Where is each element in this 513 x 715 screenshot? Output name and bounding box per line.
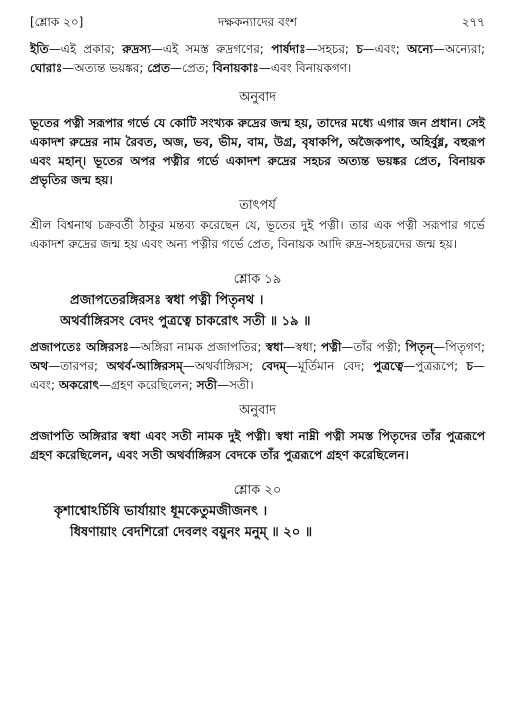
translation-text: ভূতের পত্নী সরূপার গর্ভে যে কোটি সংখ্যক রুদ্রের জন্ম হয়, তাদের মধ্যে এগার জন প্রধান। সেই একাদশ রুদ্রের নাম রৈবত, অজ, ভব, ভীম, বাম, উগ্র, বৃষাকপি, অজৈকপাৎ, অহির্বুধ্ন, বহুরূপ এবং মহান্। ভূতের অপর পত্নীর গর্ভে একাদশ রুদ্রের সহচর অত্যন্ত ভয়ঙ্কর প্রেত, বিনায়ক প্রভৃতির জন্ম হয়। xyxy=(30,116,485,187)
verse-19-line-2: অথর্বাঙ্গিরসং বেদং পুত্রত্বে চাকরোৎ সতী ॥ ১৯ ॥ xyxy=(60,314,311,329)
verse-20-line-2: ধিষণায়াং বেদশিরো দেবলং বয়ুনং মনুম্ ॥ ২০ ॥ xyxy=(70,525,313,540)
synonym-meaning: —এবং; xyxy=(362,42,408,56)
synonyms-top xyxy=(30,40,485,78)
synonym-word: পত্নী xyxy=(321,340,342,354)
synonym-word: পিতৃন্ xyxy=(405,340,434,354)
purport-heading: তাৎপর্য xyxy=(239,198,276,213)
running-header xyxy=(30,14,485,34)
synonym-meaning: —এই প্রকার; xyxy=(48,42,123,56)
header-page-number: ২৭৭ xyxy=(461,15,485,29)
synonym-word: প্রজাপতেঃ অঙ্গিরসঃ xyxy=(30,340,129,354)
synonym-word: স্বধা xyxy=(265,340,284,354)
synonym-word: ইতি xyxy=(30,42,49,56)
synonym-meaning: —স্বধা; xyxy=(283,340,322,354)
synonym-meaning: —অথর্বাঙ্গিরস; xyxy=(182,359,262,373)
synonym-meaning: —অন্যেরা; xyxy=(433,42,485,56)
verse-19-translation-heading: অনুবাদ xyxy=(239,403,276,418)
verse-19-translation-text: প্রজাপতি অঙ্গিরার স্বধা এবং সতী নামক দুই পত্নী। স্বধা নাম্নী পত্নী সমস্ত পিতৃদের তাঁর পুত্ররূপে গ্রহণ করেছিলেন, এবং সতী অথর্বাঙ্গিরস বেদকে তাঁর পুত্ররূপে গ্রহণ করেছিলেন। xyxy=(30,429,485,462)
verse-20-line-1: কৃশাশ্বোঽর্চিষি ভার্যায়াং ধূমকেতুমজীজনৎ । xyxy=(54,504,268,519)
synonym-meaning: —পুত্ররূপে; xyxy=(403,359,467,373)
synonym-word: প্রেত xyxy=(147,61,171,75)
synonym-word: বেদম্ xyxy=(261,359,287,373)
synonym-word: পার্ষদাঃ xyxy=(271,42,306,56)
synonym-meaning: —গ্রহণ করেছিলেন; xyxy=(98,378,197,392)
translation-heading: অনুবাদ xyxy=(239,90,276,105)
synonym-word: সতী xyxy=(196,378,217,392)
synonym-meaning: —অত্যন্ত ভয়ঙ্কর; xyxy=(62,61,148,75)
synonym-meaning: —সতী। xyxy=(217,378,254,392)
synonym-meaning: —এই সমস্ত রুদ্রগণের; xyxy=(150,42,272,56)
purport-text: শ্রীল বিশ্বনাথ চক্রবর্তী ঠাকুর মন্তব্য করেছেন যে, ভূতের দুই পত্নী। তার এক পত্নী সরূপার গর্ভে একাদশ রুদ্রের জন্ম হয় এবং অন্য পত্নীর গর্ভে প্রেত, বিনায়ক আদি রুদ্র-সহচরদের জন্ম হয়। xyxy=(30,218,485,251)
verse-20-heading: শ্লোক ২০ xyxy=(233,483,282,498)
synonym-meaning: —এবং বিনায়কগণ। xyxy=(258,61,352,75)
verse-19-line-1: প্রজাপতেরঙ্গিরসঃ স্বধা পত্নী পিতৃনথ । xyxy=(70,293,264,308)
synonym-meaning: —মূর্তিমান বেদ; xyxy=(286,359,374,373)
synonym-word: পুত্রত্বে xyxy=(373,359,404,373)
synonym-word: ঘোরাঃ xyxy=(30,61,63,75)
synonym-meaning: —তারপর; xyxy=(48,359,107,373)
synonym-word: বিনায়কাঃ xyxy=(212,61,259,75)
synonym-meaning: —পিতৃগণ; xyxy=(433,340,485,354)
synonym-meaning: —এবং; xyxy=(30,359,485,392)
synonym-word: অন্যে xyxy=(407,42,434,56)
synonym-word: চ xyxy=(466,359,473,373)
verse-19-heading: শ্লোক ১৯ xyxy=(233,272,282,287)
synonym-meaning: —সহচর; xyxy=(305,42,357,56)
verse-19-synonyms xyxy=(30,338,485,395)
synonym-meaning: —অঙ্গিরা নামক প্রজাপতির; xyxy=(128,340,266,354)
page-content xyxy=(30,40,485,543)
header-verse-ref: [শ্লোক ২০] xyxy=(30,15,84,29)
synonym-word: অথ xyxy=(30,359,49,373)
synonym-word: চ xyxy=(356,42,363,56)
header-chapter-title: দক্ষকন্যাদের বংশ xyxy=(217,15,298,29)
synonym-meaning: —তাঁর পত্নী; xyxy=(341,340,406,354)
synonym-word: অকরোৎ xyxy=(58,378,99,392)
synonym-meaning: —প্রেত; xyxy=(170,61,213,75)
synonym-word: রুদ্রস্য xyxy=(122,42,151,56)
synonym-word: অথর্ব-আঙ্গিরসম্ xyxy=(106,359,183,373)
